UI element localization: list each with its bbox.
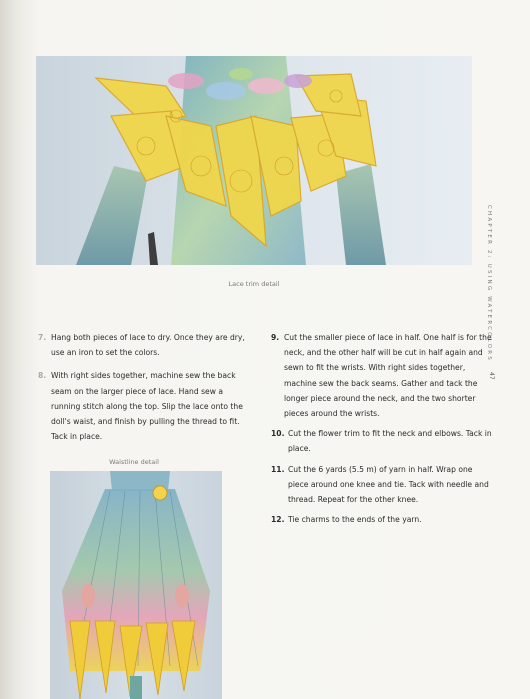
lace-collar-illustration: [36, 56, 472, 265]
step-text: Tie charms to the ends of the yarn.: [288, 515, 422, 525]
step-number: 12.: [271, 515, 285, 525]
chapter-running-head: CHAPTER 2: USING WATERCOLORS: [486, 205, 492, 362]
step-item: [38, 368, 250, 444]
step-text: Cut the 6 yards (5.5 m) of yarn in half. Wrap one piece around one knee and tie. Tack with needle and thread. Repeat for the other knee.: [288, 464, 489, 505]
left-column-steps: [38, 330, 250, 449]
step-text: Hang both pieces of lace to dry. Once they are dry, use an iron to set the colors.: [51, 333, 245, 358]
waistline-illustration: [50, 471, 222, 699]
step-number: 11.: [271, 464, 285, 474]
step-item: [271, 330, 493, 421]
step-number: 9.: [271, 333, 280, 342]
step-item: [271, 512, 493, 527]
lace-trim-photo: [36, 56, 472, 265]
waistline-caption: Waistline detail: [109, 458, 159, 466]
step-number: 8.: [38, 371, 47, 381]
step-number: 10.: [271, 429, 285, 439]
step-item: [38, 330, 250, 360]
right-column-steps: [271, 330, 493, 532]
lace-trim-caption: Lace trim detail: [228, 280, 280, 288]
step-number: 7.: [38, 333, 47, 342]
page-number: 47: [488, 372, 495, 380]
step-item: [271, 462, 493, 508]
step-text: Cut the flower trim to fit the neck and elbows. Tack in place.: [288, 429, 492, 454]
flower-trim: [153, 486, 167, 500]
waistline-photo: [50, 471, 222, 699]
step-item: [271, 426, 493, 456]
step-text: Cut the smaller piece of lace in half. One half is for the neck, and the other half will be cut in half again and sewn to fit the wrists. With right sides together, machine sew the back seams. Gather and tack the longer piece around the neck, and the two shorter pieces around the wrists.: [284, 333, 492, 419]
step-text: With right sides together, machine sew the back seam on the larger piece of lace. Hand sew a running stitch along the top. Slip the lace onto the doll's waist, and finish by pulling the thread to fit. Tack in place.: [51, 371, 243, 442]
